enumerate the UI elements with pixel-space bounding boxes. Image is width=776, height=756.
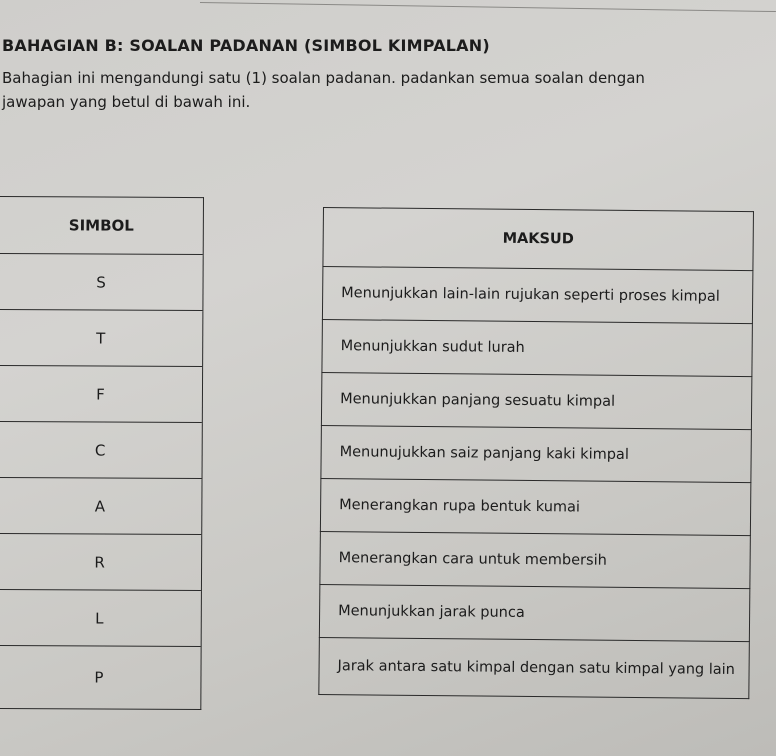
table-row	[321, 425, 751, 482]
maksud-cell: Menerangkan cara untuk membersih	[320, 531, 750, 588]
maksud-table	[318, 207, 754, 699]
table-row	[0, 421, 202, 478]
table-row	[319, 637, 750, 698]
table-row	[0, 253, 203, 310]
table-row	[0, 477, 202, 534]
instructions-line-2: jawapan yang betul di bawah ini.	[2, 93, 251, 111]
symbol-cell: F	[0, 365, 203, 422]
maksud-cell: Menunujukkan saiz panjang kaki kimpal	[321, 425, 751, 482]
symbol-cell: L	[0, 589, 201, 646]
table-row	[0, 365, 203, 422]
table-row	[0, 589, 201, 646]
maksud-header-row	[323, 208, 754, 271]
section-title: BAHAGIAN B: SOALAN PADANAN (SIMBOL KIMPALAN)	[2, 36, 490, 55]
table-row	[322, 319, 752, 376]
symbol-cell: T	[0, 309, 203, 366]
symbol-cell: P	[0, 645, 201, 709]
maksud-cell: Menunjukkan sudut lurah	[322, 319, 752, 376]
symbol-cell: A	[0, 477, 202, 534]
symbol-cell: S	[0, 253, 203, 310]
maksud-cell: Jarak antara satu kimpal dengan satu kimpal yang lain	[319, 637, 750, 698]
instructions	[2, 66, 742, 114]
instructions-line-1: Bahagian ini mengandungi satu (1) soalan padanan. padankan semua soalan dengan	[2, 69, 645, 87]
table-row	[322, 267, 752, 324]
top-divider-line	[200, 2, 776, 12]
table-row	[319, 584, 749, 641]
maksud-header: MAKSUD	[323, 208, 754, 271]
symbol-cell: C	[0, 421, 202, 478]
table-row	[0, 645, 201, 709]
table-row	[0, 309, 203, 366]
symbol-header-row	[0, 197, 203, 255]
symbol-cell: R	[0, 533, 202, 590]
table-row	[0, 533, 202, 590]
symbol-header: SIMBOL	[0, 197, 203, 255]
table-row	[320, 531, 750, 588]
maksud-cell: Menunjukkan lain-lain rujukan seperti proses kimpal	[322, 267, 752, 324]
maksud-cell: Menunjukkan panjang sesuatu kimpal	[321, 372, 751, 429]
table-row	[320, 478, 750, 535]
table-row	[321, 372, 751, 429]
maksud-cell: Menunjukkan jarak punca	[319, 584, 749, 641]
maksud-cell: Menerangkan rupa bentuk kumai	[320, 478, 750, 535]
symbol-table	[0, 196, 204, 710]
